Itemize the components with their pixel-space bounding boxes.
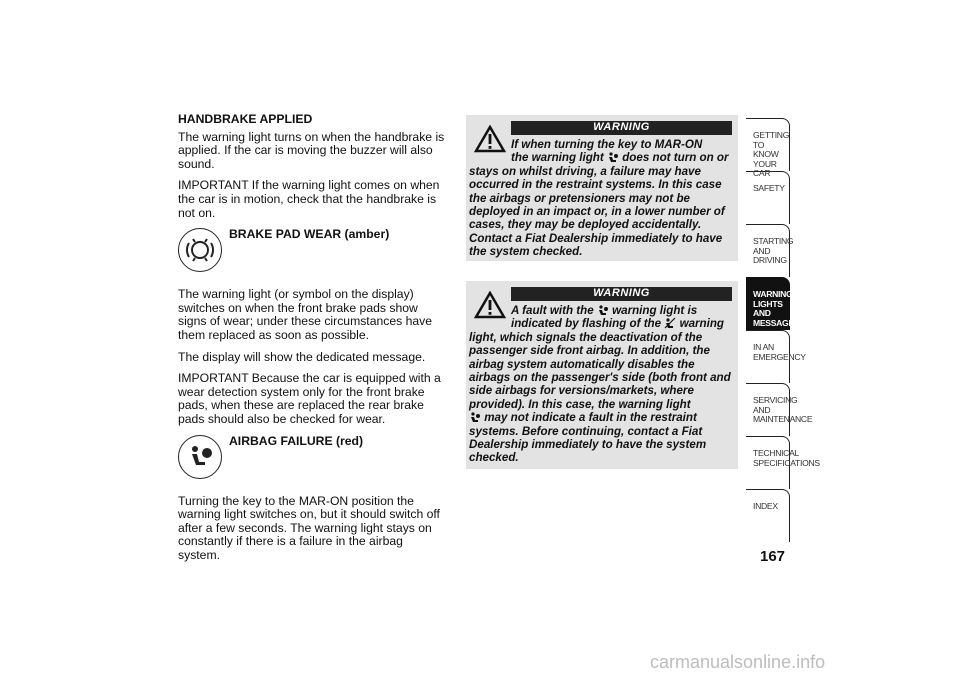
airbag-icon	[607, 151, 619, 163]
brake-pad-title: BRAKE PAD WEAR (amber)	[229, 227, 390, 242]
warning-label-1: WARNING	[511, 121, 732, 135]
warning-label-2: WARNING	[511, 287, 732, 301]
left-column	[178, 113, 448, 570]
warning-triangle-icon	[474, 291, 506, 319]
warning-text-2: A fault with the warning light is indicated by flashing of the warning light, which signals the deactivation of the passenger side front airbag. In addition, the airbag system automatically disables the airbags on the passenger's side (both front and side airbags for versions/markets, where provided). In this case, the warning light may not indicate a fault in the restraint systems. Before continuing, contact a Fiat Dealership immediately to have the system checked.	[469, 304, 731, 465]
passenger-airbag-off-icon	[664, 317, 676, 329]
brake-paragraph-2: The display will show the dedicated message.	[178, 349, 426, 364]
airbag-paragraph-1: Turning the key to the MAR-ON position the warning light switches on, but it should switch off after a few seconds. The warning light stays on constantly if there is a failure in the airbag system.	[178, 493, 440, 562]
tab-technical[interactable]: TECHNICAL SPECIFICATIONS	[746, 436, 790, 489]
tab-servicing[interactable]: SERVICING AND MAINTENANCE	[746, 383, 790, 436]
watermark: carmanualsonline.info	[650, 652, 826, 672]
tab-warning-lights[interactable]: WARNING LIGHTS AND MESSAGES	[746, 277, 790, 330]
warning-text-1: If when turning the key to MAR-ON the warning light does not turn on or stays on whilst driving, a failure may have occurred in the restraint systems. In this case the airbags or pretensioners may not be deployed in an impact or, in a lower number of cases, they may be deployed accidentally. Contact a Fiat Dealership immediately to have the system checked.	[469, 138, 729, 259]
warning-box-2	[466, 281, 738, 469]
airbag-icon	[597, 304, 609, 316]
airbag-icon	[178, 435, 222, 479]
tab-index[interactable]: INDEX	[746, 489, 790, 542]
handbrake-paragraph-2: IMPORTANT If the warning light comes on when the car is in motion, check that the handbrake is not on.	[178, 178, 440, 220]
warning-triangle-icon	[474, 125, 506, 153]
airbag-title: AIRBAG FAILURE (red)	[229, 433, 364, 448]
airbag-heading	[178, 435, 448, 485]
tab-starting-driving[interactable]: STARTING AND DRIVING	[746, 224, 790, 277]
handbrake-title: HANDBRAKE APPLIED	[178, 112, 313, 126]
tab-getting-to-know[interactable]: GETTING TO KNOW YOUR CAR	[746, 118, 790, 171]
brake-paragraph-1: The warning light (or symbol on the display) switches on when the front brake pads show signs of wear; under these circumstances have them replaced as soon as possible.	[178, 287, 433, 342]
brake-pad-heading	[178, 228, 448, 278]
section-tabs	[746, 118, 820, 542]
airbag-icon	[469, 411, 481, 423]
brake-paragraph-3: IMPORTANT Because the car is equipped with a wear detection system only for the front brake pads, when these are replaced the rear brake pads should also be checked for wear.	[178, 371, 441, 426]
page-number: 167	[760, 548, 786, 565]
brake-pad-icon	[178, 228, 222, 272]
tab-emergency[interactable]: IN AN EMERGENCY	[746, 330, 790, 383]
tab-safety[interactable]: SAFETY	[746, 171, 790, 224]
handbrake-paragraph-1: The warning light turns on when the handbrake is applied. If the car is moving the buzzer will also sound.	[178, 129, 445, 171]
warning-box-1	[466, 115, 738, 261]
